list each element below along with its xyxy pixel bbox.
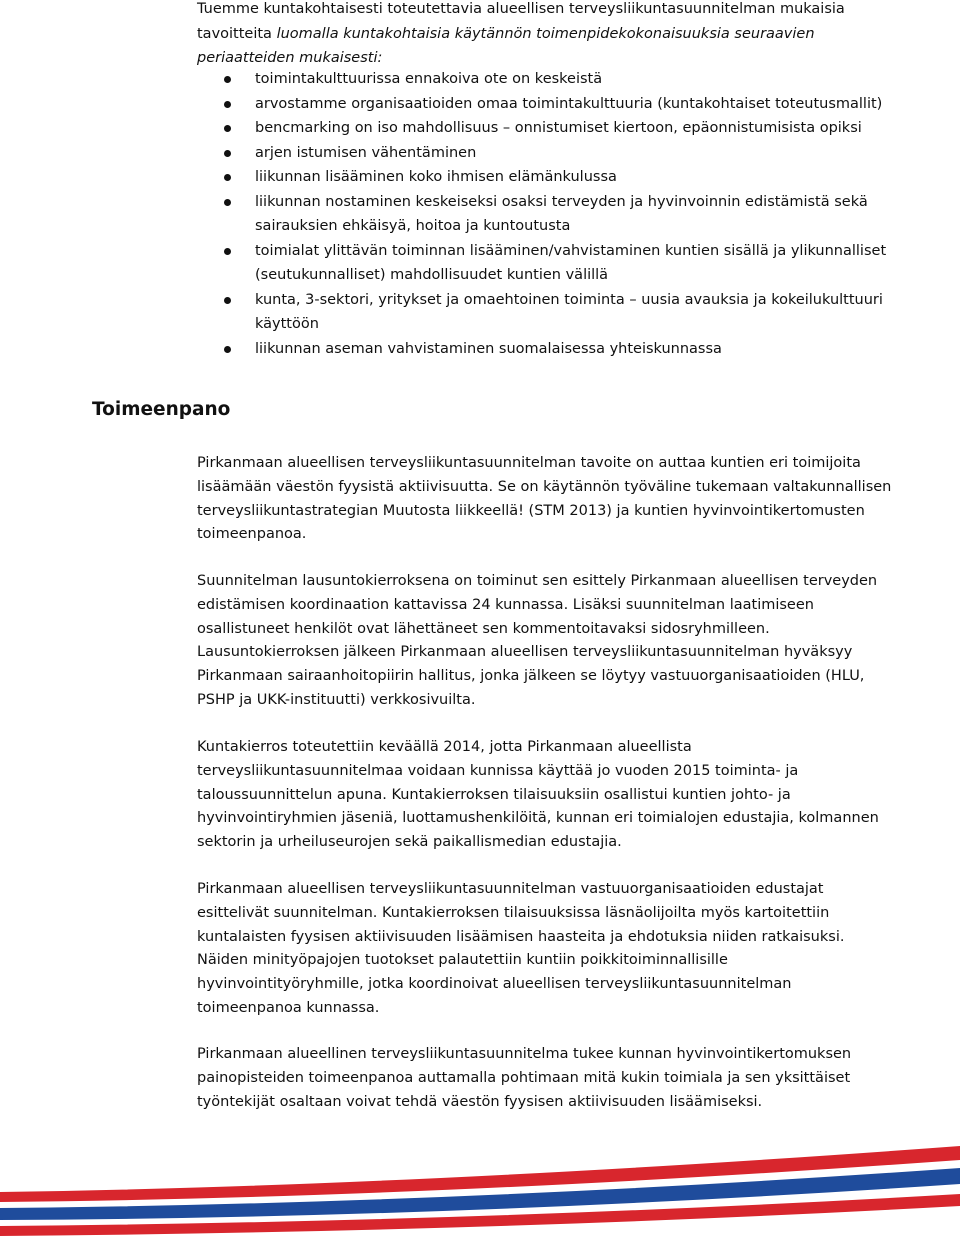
bullet-icon	[224, 174, 231, 181]
paragraph: Pirkanmaan alueellisen terveysliikuntasuunnitelman tavoite on auttaa kuntien eri toimijoita lisäämään väestön fyysistä aktiivisuutta. Se on käytännön työväline tukemaan valtakunnallisen terveysliikuntastrategian Muutosta liikkeellä! (STM 2013) ja kuntien hyvinvointikertomusten toimeenpanoa.	[197, 455, 892, 543]
paragraph: Suunnitelman lausuntokierroksena on toiminut sen esittely Pirkanmaan alueellisen terveyden edistämisen koordinaation kattavissa 24 kunnassa. Lisäksi suunnitelman laatimiseen osallistuneet henkilöt ovat lähettäneet sen kommentoitavaksi sidosryhmilleen. Lausuntokierroksen jälkeen Pirkanmaan alueellisen terveysliikuntasuunnitelman hyväksyy Pirkanmaan sairaanhoitopiirin hallitus, jonka jälkeen se löytyy vastuuorganisaatioiden (HLU, PSHP ja UKK-instituutti) verkkosivuilta.	[197, 573, 878, 708]
footer-decorative-stripes	[0, 1140, 960, 1236]
list-item	[197, 116, 917, 141]
intro-line-2-plain: tavoitteita	[197, 25, 277, 42]
bullet-icon	[224, 125, 231, 132]
bullet-icon	[224, 76, 231, 83]
list-item-text: liikunnan lisääminen koko ihmisen elämänkulussa	[255, 169, 617, 185]
list-item-text: arjen istumisen vähentäminen	[255, 144, 477, 161]
red-stripe-top	[0, 1146, 960, 1202]
list-item-text: liikunnan aseman vahvistaminen suomalaisessa yhteiskunnassa	[255, 340, 722, 357]
list-item-text: liikunnan nostaminen keskeiseksi osaksi terveyden ja hyvinvoinnin edistämistä sekä sairauksien ehkäisyä, hoitoa ja kuntoutusta	[255, 193, 868, 234]
list-item	[197, 141, 917, 166]
principles-list	[197, 67, 917, 361]
list-item	[197, 190, 917, 239]
bullet-icon	[224, 101, 231, 108]
list-item	[197, 288, 917, 337]
list-item	[197, 92, 917, 117]
list-item-text: arvostamme organisaatioiden omaa toimintakulttuuria (kuntakohtaiset toteutusmallit)	[255, 95, 883, 112]
paragraph: Kuntakierros toteutettiin keväällä 2014, jotta Pirkanmaan alueellista terveysliikuntasuunnitelmaa voidaan kunnissa käyttää jo vuoden 2015 toiminta- ja taloussuunnittelun apuna. Kuntakierroksen tilaisuuksiin osallistui kuntien johto- ja hyvinvointiryhmien jäseniä, luottamushenkilöitä, kunnan eri toimialojen edustajia, kolmannen sektorin ja urheiluseurojen sekä paikallismedian edustajia.	[197, 739, 879, 851]
bullet-icon	[224, 248, 231, 255]
list-item	[197, 337, 917, 362]
intro-text	[197, 0, 897, 71]
bullet-icon	[224, 346, 231, 353]
bullet-icon	[224, 150, 231, 157]
bullet-icon	[224, 199, 231, 206]
paragraph: Pirkanmaan alueellisen terveysliikuntasuunnitelman vastuuorganisaatioiden edustajat esittelivät suunnitelman. Kuntakierroksen tilaisuuksissa läsnäolijoilta myös kartoitettiin kuntalaisten fyysisen aktiivisuuden lisäämisen haasteita ja ehdotuksia niiden ratkaisuksi. Näiden minityöpajojen tuotokset palautettiin kuntiin poikkitoiminnallisille hyvinvointityöryhmille, jotka koordinoivat alueellisen terveysliikuntasuunnitelman toimeenpanoa kunnassa.	[197, 881, 845, 1016]
intro-line-2-italic: luomalla kuntakohtaisia käytännön toimenpidekokonaisuuksia seuraavien periaatteiden mukaisesti:	[197, 25, 815, 66]
section-heading: Toimeenpano	[92, 399, 231, 420]
list-item	[197, 165, 917, 190]
list-item-text: toimintakulttuurissa ennakoiva ote on keskeistä	[255, 71, 603, 87]
list-item-text: bencmarking on iso mahdollisuus – onnistumiset kiertoon, epäonnistumisista opiksi	[255, 120, 862, 136]
list-item	[197, 67, 917, 92]
list-item	[197, 239, 917, 288]
paragraph: Pirkanmaan alueellinen terveysliikuntasuunnitelma tukee kunnan hyvinvointikertomuksen painopisteiden toimeenpanoa auttamalla pohtimaan mitä kukin toimiala ja sen yksittäiset työntekijät osaltaan voivat tehdä väestön fyysisen aktiivisuuden lisäämiseksi.	[197, 1046, 852, 1110]
list-item-text: kunta, 3-sektori, yritykset ja omaehtoinen toiminta – uusia avauksia ja kokeilukulttuuri käyttöön	[255, 291, 883, 332]
intro-line-1: Tuemme kuntakohtaisesti toteutettavia alueellisen terveysliikuntasuunnitelman mukaisia	[197, 1, 845, 17]
list-item-text: toimialat ylittävän toiminnan lisääminen/vahvistaminen kuntien sisällä ja ylikunnalliset (seutukunnalliset) mahdollisuudet kuntien välillä	[255, 242, 887, 283]
bullet-icon	[224, 297, 231, 304]
